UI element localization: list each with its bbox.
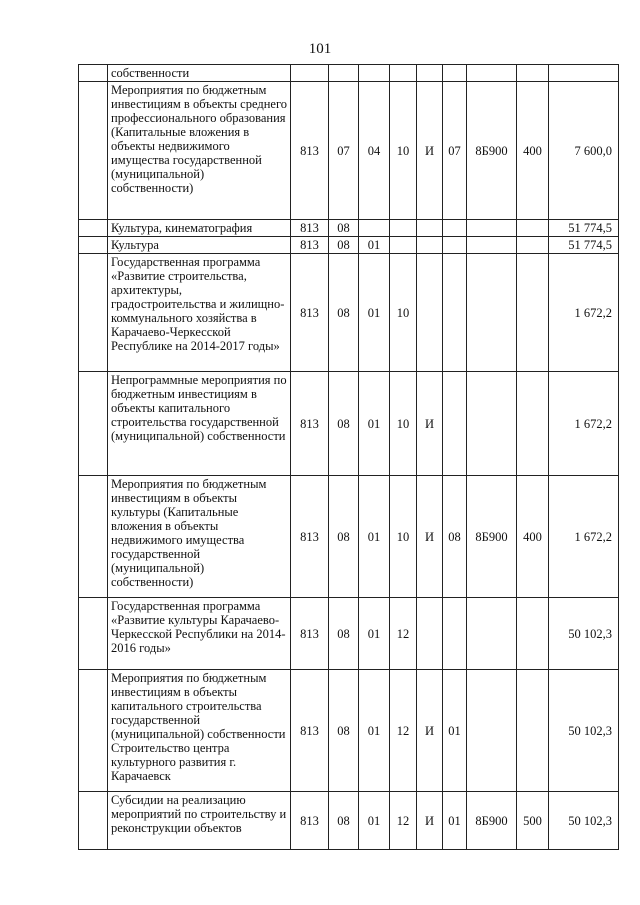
cell-item: 8Б900: [467, 82, 517, 220]
cell-item: [467, 237, 517, 254]
cell-event: 07: [443, 82, 467, 220]
row-margin-cell: [79, 372, 108, 476]
cell-expense-type: [517, 598, 549, 670]
cell-item: [467, 220, 517, 237]
cell-subsection: [359, 65, 390, 82]
table-row: [79, 254, 619, 372]
cell-amount: 50 102,3: [549, 598, 619, 670]
row-margin-cell: [79, 254, 108, 372]
cell-subsection: [359, 220, 390, 237]
cell-item: [467, 65, 517, 82]
cell-ministry: 813: [291, 476, 329, 598]
cell-subprogram: [417, 65, 443, 82]
cell-expense-type: [517, 254, 549, 372]
cell-amount: 1 672,2: [549, 372, 619, 476]
cell-ministry: 813: [291, 670, 329, 792]
cell-amount: [549, 65, 619, 82]
table-row: [79, 82, 619, 220]
cell-ministry: 813: [291, 237, 329, 254]
cell-name: Государственная программа «Развитие культуры Карачаево-Черкесской Республики на 2014-2016 годы»: [108, 598, 291, 670]
cell-subprogram: И: [417, 372, 443, 476]
cell-subprogram: [417, 598, 443, 670]
table-row: [79, 372, 619, 476]
cell-subsection: 01: [359, 237, 390, 254]
cell-section: 08: [329, 598, 359, 670]
cell-subprogram: [417, 254, 443, 372]
cell-ministry: 813: [291, 220, 329, 237]
cell-event: 01: [443, 670, 467, 792]
cell-subprogram: И: [417, 82, 443, 220]
cell-item: [467, 254, 517, 372]
table-body: [79, 65, 619, 850]
row-margin-cell: [79, 82, 108, 220]
cell-subsection: 04: [359, 82, 390, 220]
cell-section: [329, 65, 359, 82]
row-margin-cell: [79, 476, 108, 598]
cell-program: [390, 220, 417, 237]
cell-amount: 7 600,0: [549, 82, 619, 220]
cell-name: Мероприятия по бюджетным инвестициям в объекты культуры (Капитальные вложения в объекты недвижимого имущества государственной (муниципальной) собственности): [108, 476, 291, 598]
cell-subsection: 01: [359, 476, 390, 598]
cell-amount: 50 102,3: [549, 792, 619, 850]
table-row: [79, 476, 619, 598]
table-row: [79, 237, 619, 254]
cell-subsection: 01: [359, 598, 390, 670]
cell-section: 08: [329, 220, 359, 237]
cell-name: собственности: [108, 65, 291, 82]
cell-event: 08: [443, 476, 467, 598]
cell-ministry: 813: [291, 254, 329, 372]
cell-amount: 51 774,5: [549, 220, 619, 237]
cell-subsection: 01: [359, 792, 390, 850]
cell-item: 8Б900: [467, 792, 517, 850]
cell-program: 12: [390, 670, 417, 792]
row-margin-cell: [79, 237, 108, 254]
cell-expense-type: 500: [517, 792, 549, 850]
cell-name: Государственная программа «Развитие строительства, архитектуры, градостроительства и жилищно-коммунального хозяйства в Карачаево-Черкесской Республике на 2014-2017 годы»: [108, 254, 291, 372]
table-row: [79, 792, 619, 850]
row-margin-cell: [79, 792, 108, 850]
cell-program: [390, 65, 417, 82]
cell-program: 12: [390, 792, 417, 850]
cell-event: [443, 237, 467, 254]
table-row: [79, 65, 619, 82]
cell-program: 10: [390, 372, 417, 476]
table-row: [79, 220, 619, 237]
cell-subprogram: [417, 237, 443, 254]
cell-ministry: [291, 65, 329, 82]
cell-subprogram: И: [417, 476, 443, 598]
row-margin-cell: [79, 65, 108, 82]
row-margin-cell: [79, 598, 108, 670]
cell-event: [443, 372, 467, 476]
page-number: 101: [308, 41, 332, 57]
cell-ministry: 813: [291, 598, 329, 670]
cell-name: Мероприятия по бюджетным инвестициям в объекты среднего профессионального образования (Капитальные вложения в объекты недвижимого имущества государственной (муниципальной) собственности): [108, 82, 291, 220]
cell-expense-type: [517, 372, 549, 476]
cell-event: [443, 220, 467, 237]
table-row: [79, 670, 619, 792]
cell-item: [467, 670, 517, 792]
cell-event: [443, 65, 467, 82]
cell-section: 08: [329, 237, 359, 254]
cell-section: 08: [329, 372, 359, 476]
cell-program: 12: [390, 598, 417, 670]
cell-amount: 1 672,2: [549, 254, 619, 372]
cell-ministry: 813: [291, 82, 329, 220]
cell-name: Субсидии на реализацию мероприятий по строительству и реконструкции объектов: [108, 792, 291, 850]
cell-expense-type: [517, 65, 549, 82]
cell-name: Непрограммные мероприятия по бюджетным инвестициям в объекты капитального строительства государственной (муниципальной) собственности: [108, 372, 291, 476]
table-row: [79, 598, 619, 670]
cell-program: 10: [390, 476, 417, 598]
cell-expense-type: [517, 670, 549, 792]
cell-subsection: 01: [359, 254, 390, 372]
cell-program: [390, 237, 417, 254]
cell-event: [443, 254, 467, 372]
cell-section: 07: [329, 82, 359, 220]
cell-event: 01: [443, 792, 467, 850]
cell-subprogram: И: [417, 792, 443, 850]
cell-name: Мероприятия по бюджетным инвестициям в объекты капитального строительства государственной (муниципальной) собственности Строительство центра культурного развития г. Карачаевск: [108, 670, 291, 792]
cell-subsection: 01: [359, 372, 390, 476]
cell-expense-type: 400: [517, 476, 549, 598]
cell-item: [467, 372, 517, 476]
cell-item: 8Б900: [467, 476, 517, 598]
cell-section: 08: [329, 254, 359, 372]
cell-section: 08: [329, 476, 359, 598]
cell-subprogram: И: [417, 670, 443, 792]
cell-expense-type: [517, 237, 549, 254]
cell-expense-type: 400: [517, 82, 549, 220]
cell-name: Культура, кинематография: [108, 220, 291, 237]
cell-ministry: 813: [291, 792, 329, 850]
cell-program: 10: [390, 82, 417, 220]
cell-subsection: 01: [359, 670, 390, 792]
cell-amount: 1 672,2: [549, 476, 619, 598]
cell-subprogram: [417, 220, 443, 237]
row-margin-cell: [79, 220, 108, 237]
row-margin-cell: [79, 670, 108, 792]
cell-item: [467, 598, 517, 670]
cell-expense-type: [517, 220, 549, 237]
cell-section: 08: [329, 670, 359, 792]
cell-name: Культура: [108, 237, 291, 254]
cell-section: 08: [329, 792, 359, 850]
cell-amount: 50 102,3: [549, 670, 619, 792]
cell-amount: 51 774,5: [549, 237, 619, 254]
cell-program: 10: [390, 254, 417, 372]
cell-event: [443, 598, 467, 670]
cell-ministry: 813: [291, 372, 329, 476]
budget-table: [78, 64, 619, 850]
